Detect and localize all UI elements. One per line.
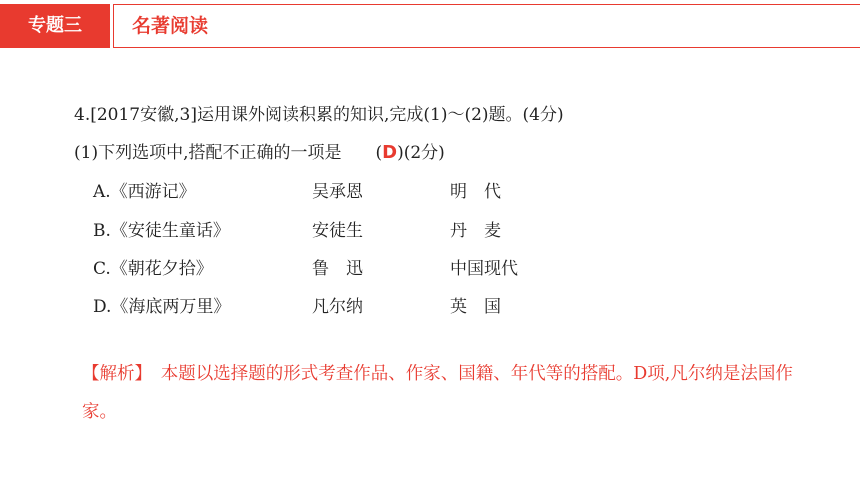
option-d-author: 凡尔纳: [312, 297, 363, 317]
option-b-author: 安徒生: [312, 221, 363, 241]
title-box: [113, 4, 860, 48]
question-stem: 4.[2017安徽,3]运用课外阅读积累的知识,完成(1)～(2)题。(4分): [74, 105, 564, 125]
sub-question-prefix: (1)下列选项中,搭配不正确的一项是 (: [74, 143, 383, 163]
sub-question: [74, 141, 445, 165]
option-b-era: 丹 麦: [450, 221, 501, 241]
topic-tag: 专题三: [0, 4, 110, 48]
option-b-book: B.《安徒生童话》: [93, 221, 230, 241]
header-bar: [0, 0, 860, 52]
option-c-book: C.《朝花夕拾》: [93, 259, 213, 279]
sub-question-suffix: )(2分): [397, 143, 445, 163]
option-a-author: 吴承恩: [312, 182, 363, 202]
option-c-era: 中国现代: [450, 259, 518, 279]
analysis-text: 【解析】 本题以选择题的形式考查作品、作家、国籍、年代等的搭配。D项,凡尔纳是法国作家。: [82, 364, 793, 422]
option-c-author: 鲁 迅: [312, 259, 363, 279]
option-d-era: 英 国: [450, 297, 501, 317]
option-a-era: 明 代: [450, 182, 501, 202]
page-title: 名著阅读: [132, 15, 209, 37]
option-d-book: D.《海底两万里》: [93, 297, 231, 317]
answer-letter: D: [382, 142, 398, 163]
option-a-book: A.《西游记》: [93, 182, 196, 202]
